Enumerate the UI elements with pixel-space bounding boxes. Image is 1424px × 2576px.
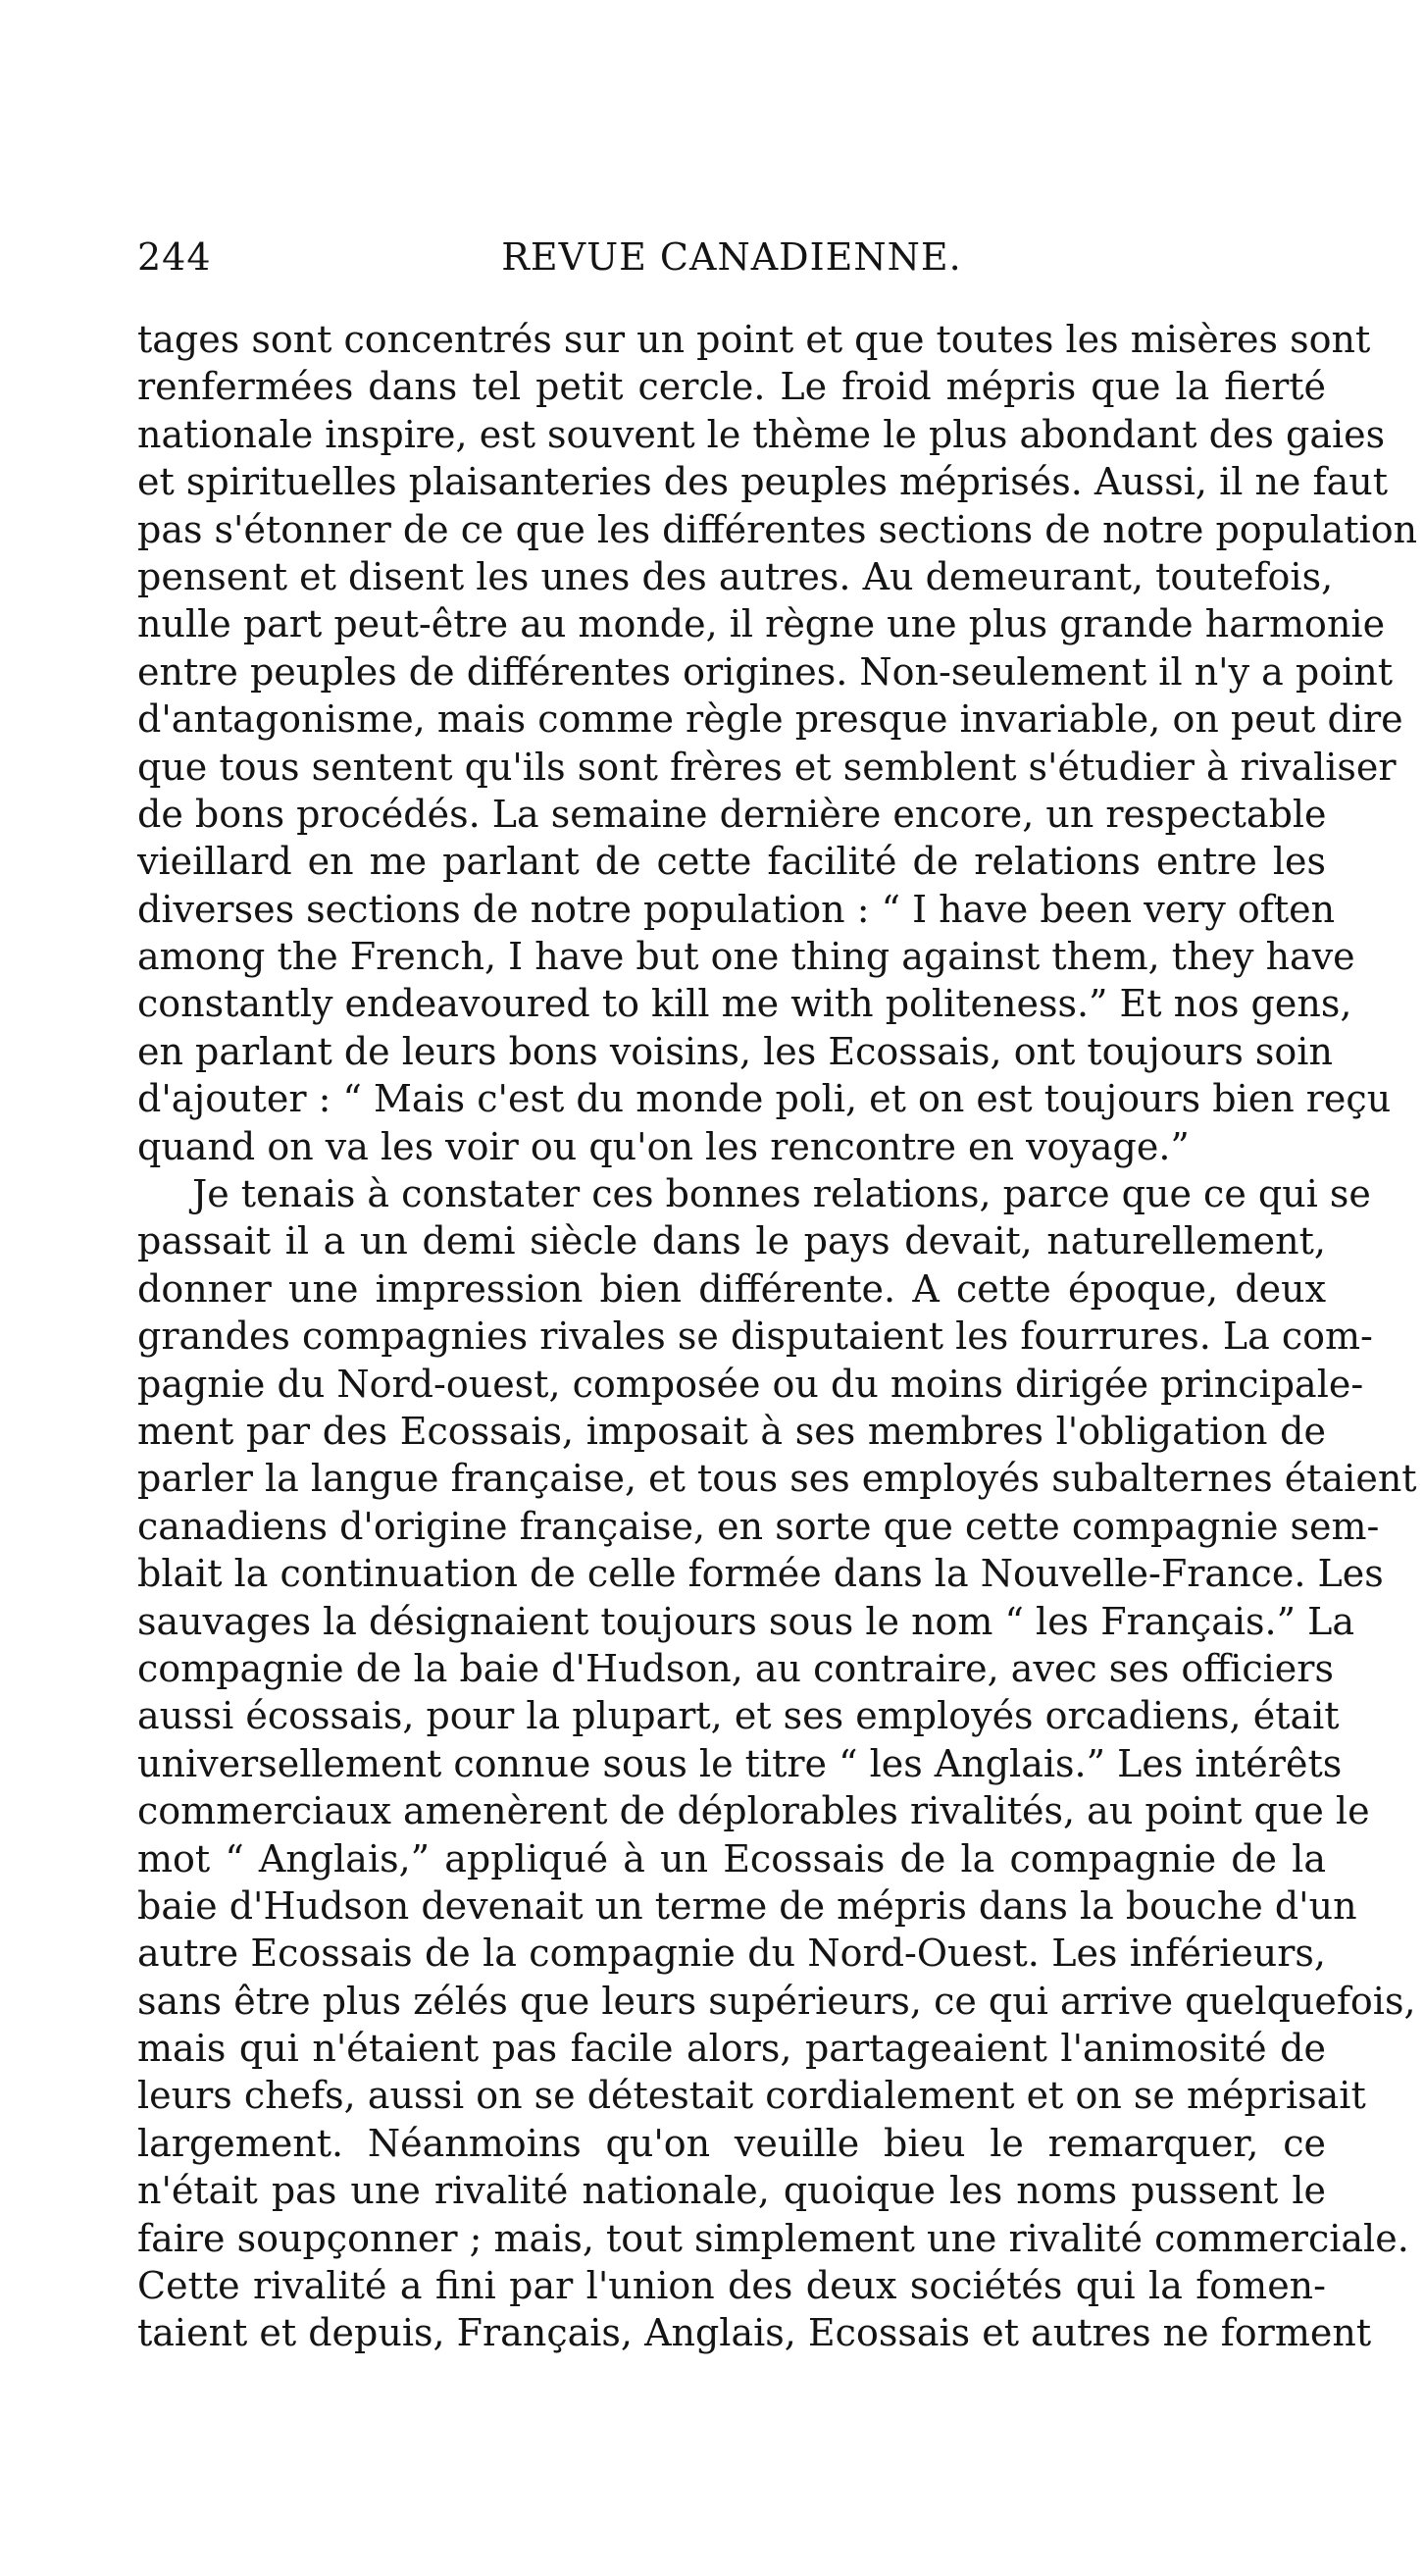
running-title: REVUE CANADIENNE. [501, 235, 962, 279]
text-line: tages sont concentrés sur un point et que toutes les misères sont [137, 318, 1371, 361]
text-line: donner une impression bien différente. A cette époque, deux [137, 1266, 1326, 1311]
text-line: parler la langue française, et tous ses employés subalternes étaient [137, 1457, 1417, 1501]
text-line: blait la continuation de celle formée dans la Nouvelle-France. Les [137, 1552, 1384, 1596]
text-line: n'était pas une rivalité nationale, quoique les noms pussent le [137, 2169, 1326, 2213]
text-line: diverses sections de notre population : “ I have been very often [137, 887, 1336, 931]
text-line: pensent et disent les unes des autres. Au demeurant, toutefois, [137, 554, 1334, 598]
text-line: ment par des Ecossais, imposait à ses membres l'obligation de [137, 1409, 1326, 1453]
text-line: leurs chefs, aussi on se détestait cordialement et on se méprisait [137, 2074, 1366, 2118]
text-line: nulle part peut-être au monde, il règne une plus grande harmonie [137, 602, 1386, 646]
text-line: commerciaux amenèrent de déplorables rivalités, au point que le [137, 1789, 1370, 1833]
text-line: canadiens d'origine française, en sorte que cette compagnie sem- [137, 1504, 1380, 1548]
text-line: pas s'étonner de ce que les différentes sections de notre population [137, 507, 1418, 551]
text-line: de bons procédés. La semaine dernière encore, un respectable [137, 792, 1327, 836]
text-line: Je tenais à constater ces bonnes relations, parce que ce qui se [192, 1172, 1371, 1216]
text-line: mais qui n'étaient pas facile alors, partageaient l'animosité de [137, 2027, 1326, 2071]
text-line: en parlant de leurs bons voisins, les Ecossais, ont toujours soin [137, 1029, 1333, 1073]
paragraph-2 [137, 1170, 1417, 2357]
text-line: aussi écossais, pour la plupart, et ses employés orcadiens, était [137, 1694, 1340, 1738]
text-line: baie d'Hudson devenait un terme de mépris dans la bouche d'un [137, 1883, 1357, 1928]
text-line: autre Ecossais de la compagnie du Nord-Ouest. Les inférieurs, [137, 1932, 1326, 1976]
text-line: among the French, I have but one thing against them, they have [137, 935, 1355, 979]
text-line: constantly endeavoured to kill me with politeness.” Et nos gens, [137, 982, 1352, 1026]
text-line: faire soupçonner ; mais, tout simplement une rivalité commerciale. [137, 2216, 1409, 2260]
page-header [137, 228, 1326, 286]
paragraph-1 [137, 316, 1418, 1170]
text-line: mot “ Anglais,” appliqué à un Ecossais de la compagnie de la [137, 1836, 1326, 1880]
text-line: taient et depuis, Français, Anglais, Ecossais et autres ne forment [137, 2311, 1372, 2355]
page-number: 244 [137, 235, 212, 279]
text-line: quand on va les voir ou qu'on les rencontre en voyage.” [137, 1124, 1190, 1168]
body-text [137, 316, 1418, 2357]
text-line: sans être plus zélés que leurs supérieurs, ce qui arrive quelquefois, [137, 1979, 1416, 2023]
text-line: vieillard en me parlant de cette facilité de relations entre les [137, 840, 1326, 884]
text-line: passait il a un demi siècle dans le pays devait, naturellement, [137, 1219, 1326, 1263]
text-line: grandes compagnies rivales se disputaient les fourrures. La com- [137, 1314, 1373, 1359]
text-line: entre peuples de différentes origines. Non-seulement il n'y a point [137, 649, 1393, 694]
text-line: sauvages la désignaient toujours sous le nom “ les Français.” La [137, 1599, 1354, 1643]
text-line: nationale inspire, est souvent le thème le plus abondant des gaies [137, 412, 1386, 456]
text-line: renfermées dans tel petit cercle. Le froid mépris que la fierté [137, 365, 1326, 409]
text-line: pagnie du Nord-ouest, composée ou du moins dirigée principale- [137, 1362, 1364, 1406]
text-line: d'ajouter : “ Mais c'est du monde poli, et on est toujours bien reçu [137, 1077, 1392, 1121]
text-line: largement. Néanmoins qu'on veuille bieu le remarquer, ce [137, 2121, 1326, 2165]
text-line: universellement connue sous le titre “ les Anglais.” Les intérêts [137, 1741, 1343, 1785]
text-line: que tous sentent qu'ils sont frères et semblent s'étudier à rivaliser [137, 745, 1397, 789]
text-line: d'antagonisme, mais comme règle presque invariable, on peut dire [137, 697, 1403, 742]
text-line: compagnie de la baie d'Hudson, au contraire, avec ses officiers [137, 1646, 1334, 1690]
text-line: et spirituelles plaisanteries des peuples méprisés. Aussi, il ne faut [137, 460, 1388, 504]
text-line: Cette rivalité a fini par l'union des deux sociétés qui la fomen- [137, 2264, 1326, 2308]
